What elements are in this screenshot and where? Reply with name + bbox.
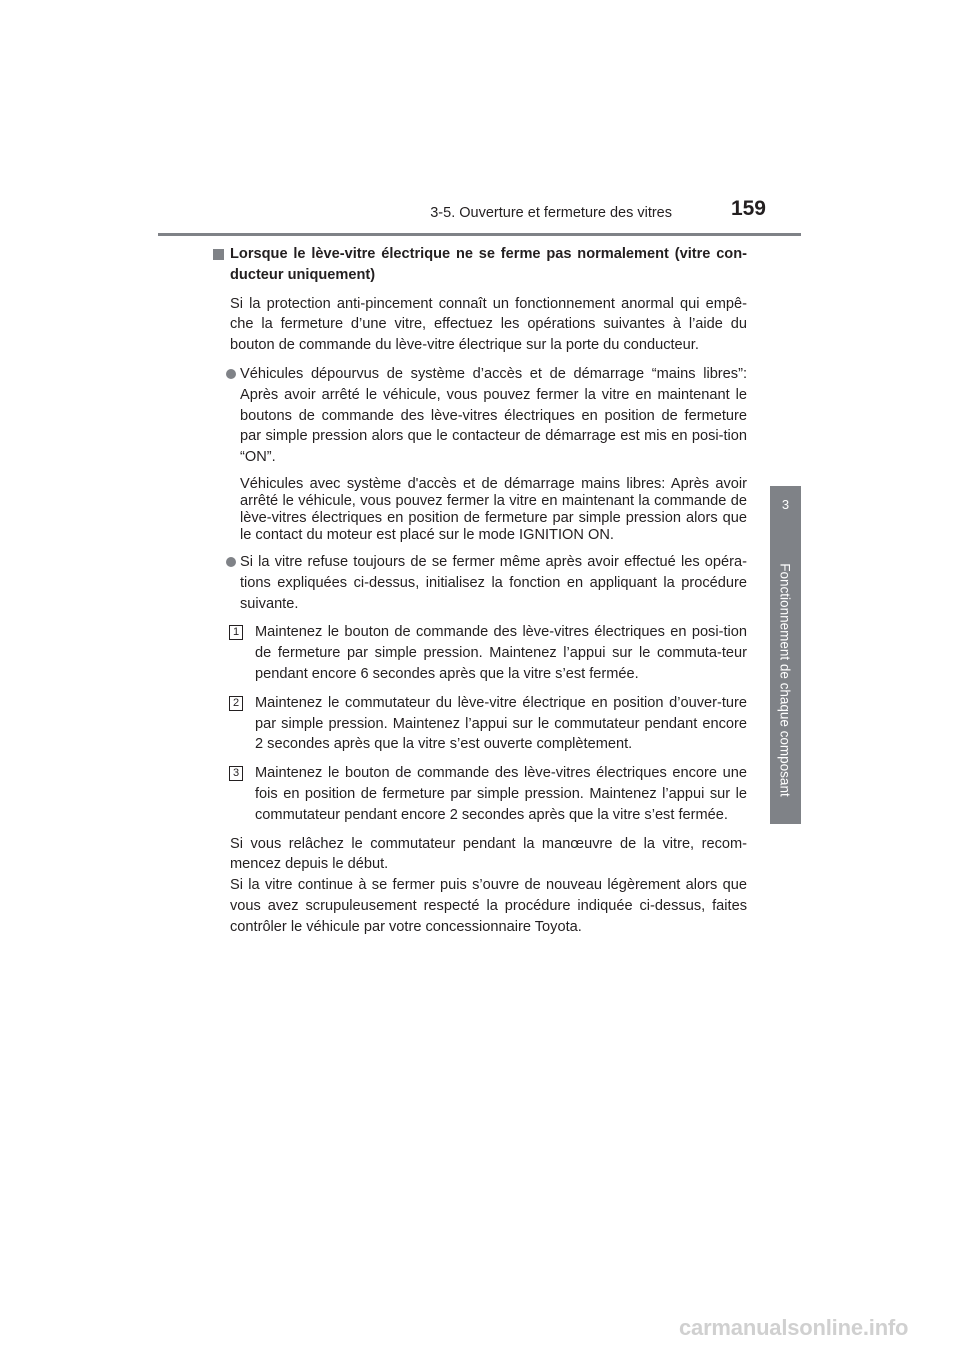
header-divider [158, 233, 801, 236]
bullet-dot-icon [226, 369, 236, 379]
watermark: carmanualsonline.info [679, 1315, 909, 1340]
subsection-heading-text: Lorsque le lève-vitre électrique ne se ferme pas normalement (vitre con-ducteur uniquement) [230, 246, 747, 283]
page-number: 159 [730, 197, 766, 220]
closing-paragraph: Si vous relâchez le commutateur pendant la manœuvre de la vitre, recom-mencez depuis le début. [230, 835, 747, 873]
bullet-text: Véhicules dépourvus de système d’accès et de démarrage “mains libres”: Après avoir arrêté le véhicule, vous pouvez fermer la vitre en maintenant le boutons de commande des lève-vitres électriques en position de fermeture par simple pression alors que le contacteur de démarrage est mis en posi-tion “ON”. [240, 365, 747, 466]
square-bullet-icon [213, 249, 224, 260]
procedure-step [213, 693, 747, 755]
procedure-step [213, 622, 747, 684]
closing-paragraph: Si la vitre continue à se fermer puis s’ouvre de nouveau légèrement alors que vous avez scrupuleusement respecté la procédure indiquée ci-dessus, faites contrôler le véhicule par votre concessionnaire Toyota. [230, 877, 747, 935]
step-text: Maintenez le commutateur du lève-vitre électrique en position d’ouver-ture par simple pression. Maintenez l’appui sur le commutateur pendant encore 2 secondes après que la vitre s’est ouverte complètement. [255, 694, 747, 753]
step-number-badge: 2 [229, 696, 243, 711]
section-title: 3-5. Ouverture et fermeture des vitres [430, 205, 672, 221]
bullet-text: Si la vitre refuse toujours de se fermer même après avoir effectué les opéra-tions expliquées ci-dessus, initialisez la fonction en appliquant la procédure suivante. [240, 553, 747, 612]
step-text: Maintenez le bouton de commande des lève-vitres électriques en posi-tion de fermeture par simple pression. Maintenez l’appui sur le commuta-teur pendant encore 6 secondes après que la vitre s’est fermée. [255, 624, 747, 682]
list-item [213, 364, 747, 468]
page-content [213, 244, 747, 938]
chapter-label: Fonctionnement de chaque composant [777, 563, 793, 797]
bullet-dot-icon [226, 557, 236, 567]
step-number-badge: 1 [229, 625, 243, 640]
procedure-step [213, 763, 747, 825]
intro-paragraph: Si la protection anti-pincement connaît un fonctionnement anormal qui empê-che la fermeture d’une vitre, effectuez les opérations suivantes à l’aide du bouton de commande du lève-vitre électrique sur la porte du conducteur. [230, 295, 747, 354]
step-number-badge: 3 [229, 766, 243, 781]
chapter-number: 3 [781, 497, 790, 512]
step-text: Maintenez le bouton de commande des lève-vitres électriques encore une fois en position de fermeture par simple pression. Maintenez l’appui sur le commutateur pendant encore 2 secondes après que la vitre s’est fermée. [255, 765, 747, 823]
subsection-heading [213, 244, 747, 286]
bullet-sub-paragraph: Véhicules avec système d'accès et de démarrage mains libres: Après avoir arrêté le véhicule, vous pouvez fermer la vitre en maintenant la commande de lève-vitres électriques en position de fermeture par simple pression alors que le contact du moteur est placé sur le mode IGNITION ON. [240, 475, 747, 543]
list-item [213, 552, 747, 614]
